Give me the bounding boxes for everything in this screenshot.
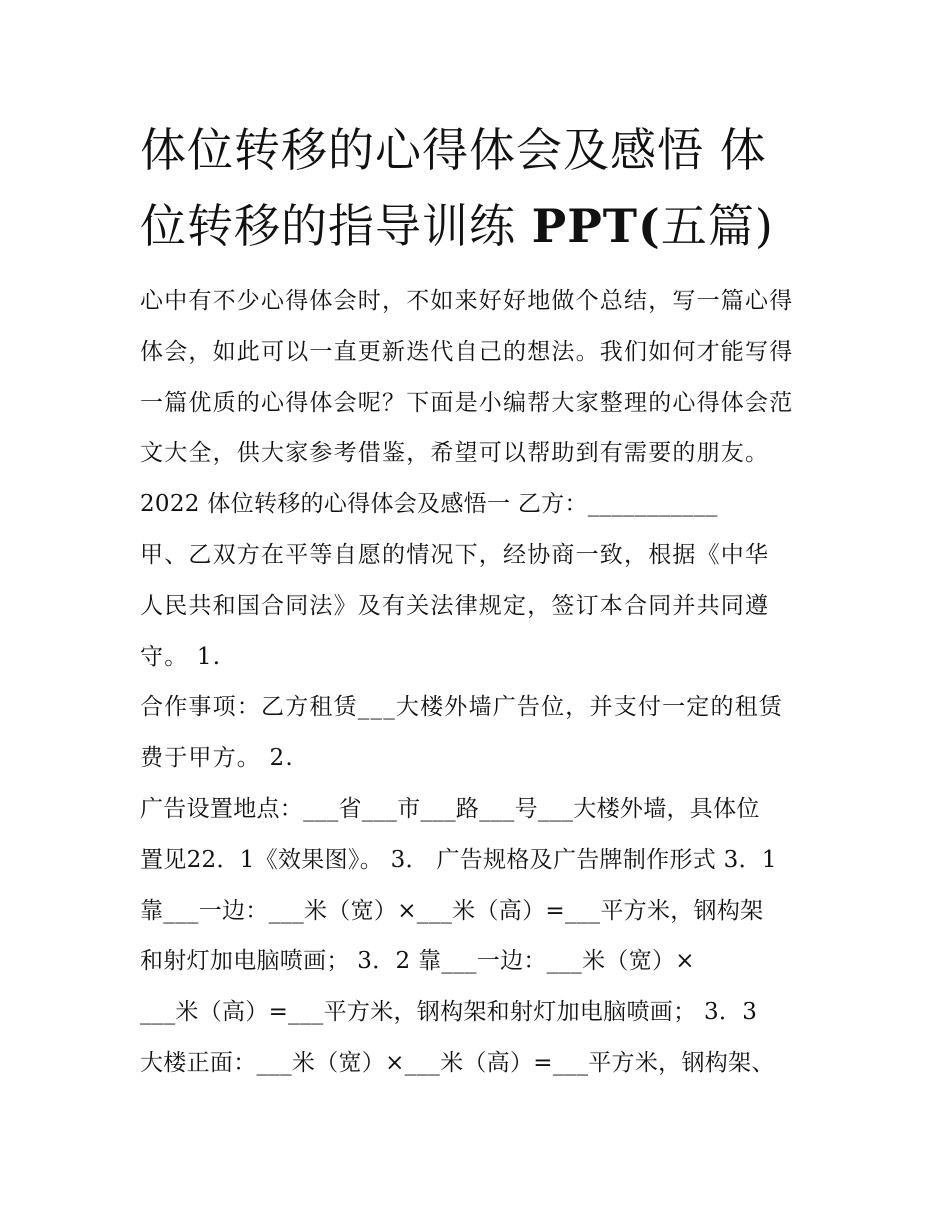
- body-line: 文大全，供大家参考借鉴，希望可以帮助到有需要的朋友。: [140, 440, 770, 467]
- body-line: 靠___一边：___米（宽）×___米（高）=___平方米，钢构架: [140, 897, 764, 924]
- document-body: [140, 276, 820, 1089]
- title-line-2-tail: 五篇): [660, 199, 774, 253]
- body-line: 甲、乙双方在平等自愿的情况下，经协商一致，根据《中华: [140, 541, 770, 568]
- body-line: 2022 体位转移的心得体会及感悟一 乙方：___________: [140, 491, 718, 518]
- title-line-2-latin: PPT(: [531, 199, 661, 253]
- title-line-2-cjk: 位转移的指导训练: [140, 199, 532, 253]
- body-line: 置见22．1《效果图》。 3． 广告规格及广告牌制作形式 3．1: [140, 846, 777, 873]
- body-line: ___米（高）=___平方米，钢构架和射灯加电脑喷画； 3．3: [140, 999, 758, 1026]
- title-line-1: 体位转移的心得体会及感悟 体: [140, 123, 767, 177]
- body-line: 和射灯加电脑喷画； 3．2 靠___一边：___米（宽）×: [140, 948, 695, 975]
- body-line: 大楼正面：___米（宽）×___米（高）=___平方米，钢构架、: [140, 1049, 775, 1076]
- document-title: [140, 112, 820, 264]
- body-line: 费于甲方。 2.: [140, 745, 294, 772]
- body-line: 广告设置地点：___省___市___路___号___大楼外墙，具体位: [140, 795, 760, 822]
- body-line: 一篇优质的心得体会呢？下面是小编帮大家整理的心得体会范: [140, 389, 794, 416]
- body-line: 人民共和国合同法》及有关法律规定，签订本合同并共同遵: [140, 592, 770, 619]
- body-line: 守。 1.: [140, 643, 222, 670]
- body-line: 合作事项：乙方租赁___大楼外墙广告位，并支付一定的租赁: [140, 694, 784, 721]
- body-line: 体会，如此可以一直更新迭代自己的想法。我们如何才能写得: [140, 338, 794, 365]
- body-line: 心中有不少心得体会时，不如来好好地做个总结，写一篇心得: [140, 288, 794, 314]
